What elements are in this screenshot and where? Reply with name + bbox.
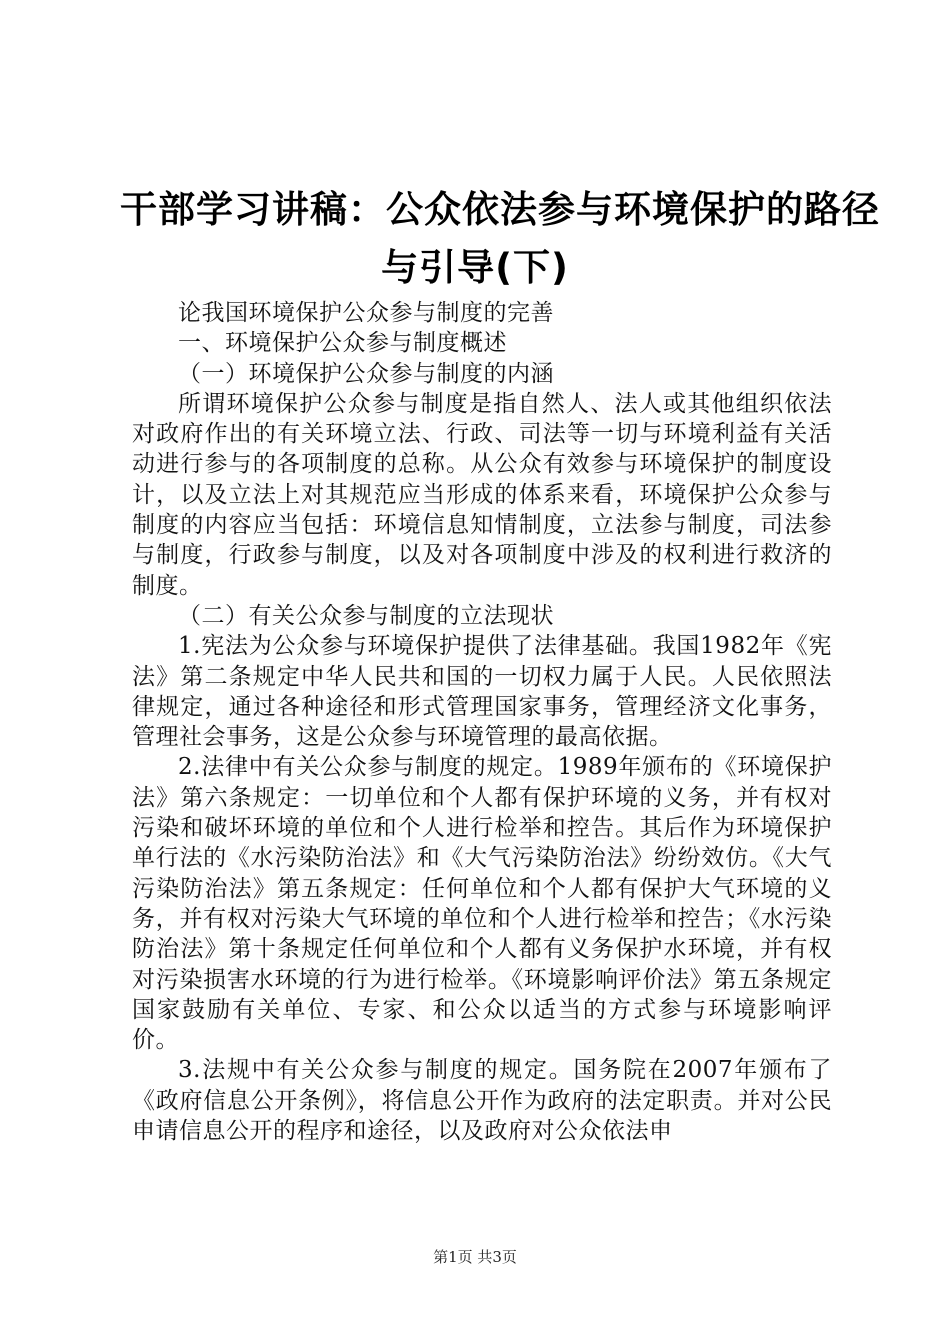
paragraph-definition: 所谓环境保护公众参与制度是指自然人、法人或其他组织依法对政府作出的有关环境立法、行政、司法等一切与环境利益有关活动进行参与的各项制度的总称。从公众有效参与环境保护的制度设计，以及立法上对其规范应当形成的体系来看，环境保护公众参与制度的内容应当包括：环境信息知情制度，立法参与制度，司法参与制度，行政参与制度，以及对各项制度中涉及的权利进行救济的制度。 xyxy=(132,390,832,599)
paragraph-laws: 2.法律中有关公众参与制度的规定。1989年颁布的《环境保护法》第六条规定：一切单位和个人都有保护环境的义务，并有权对污染和破坏环境的单位和个人进行检举和控告。其后作为环境保护单行法的《水污染防治法》和《大气污染防治法》纷纷效仿。《大气污染防治法》第五条规定：任何单位和个人都有保护大气环境的义务，并有权对污染大气环境的单位和个人进行检举和控告；《水污染防治法》第十条规定任何单位和个人都有义务保护水环境，并有权对污染损害水环境的行为进行检举。《环境影响评价法》第五条规定国家鼓励有关单位、专家、和公众以适当的方式参与环境影响评价。 xyxy=(132,754,832,1054)
heading-subsection-1: （一）环境保护公众参与制度的内涵 xyxy=(178,360,554,387)
paragraph-regulations: 3.法规中有关公众参与制度的规定。国务院在2007年颁布了《政府信息公开条例》，将信息公开作为政府的法定职责。并对公民申请信息公开的程序和途径，以及政府对公众依法申 xyxy=(132,1057,832,1145)
document-title-line1: 干部学习讲稿：公众依法参与环境保护的路径 xyxy=(120,188,880,231)
heading-subsection-2: （二）有关公众参与制度的立法现状 xyxy=(178,602,554,629)
paragraph-topic: 论我国环境保护公众参与制度的完善 xyxy=(178,300,554,326)
page-footer: 第1页 共3页 xyxy=(433,1248,517,1266)
heading-section-1: 一、环境保护公众参与制度概述 xyxy=(178,330,507,357)
paragraph-constitution: 1.宪法为公众参与环境保护提供了法律基础。我国1982年《宪法》第二条规定中华人民共和国的一切权力属于人民。人民依照法律规定，通过各种途径和形式管理国家事务，管理经济文化事务，管理社会事务，这是公众参与环境管理的最高依据。 xyxy=(132,633,832,751)
document-body xyxy=(132,298,832,1146)
document-title-line2: 与引导(下) xyxy=(381,246,569,289)
